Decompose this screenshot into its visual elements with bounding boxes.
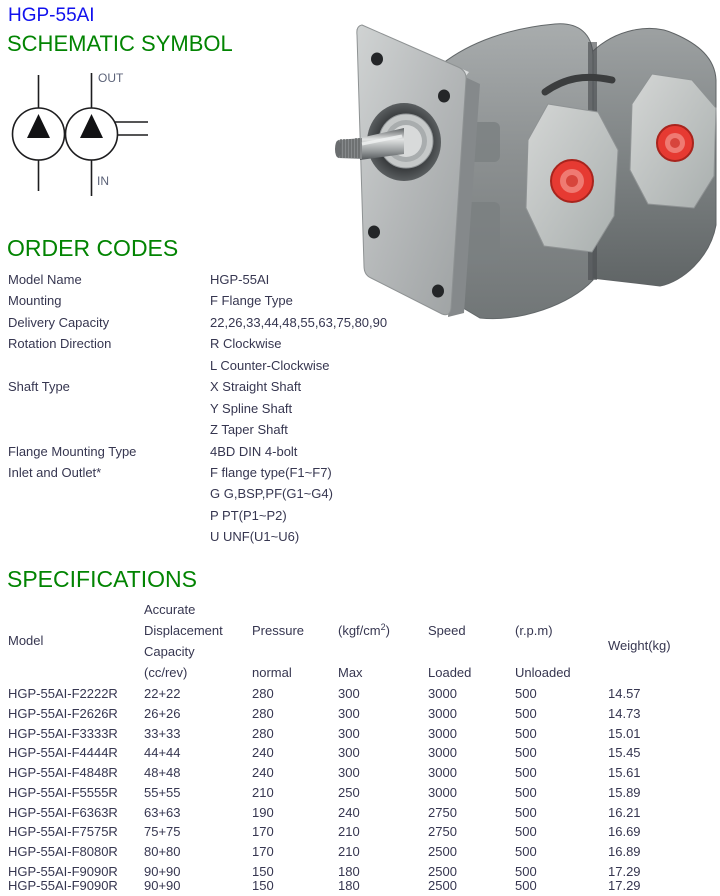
cell-speed-loaded: 3000 <box>428 784 457 800</box>
cell-speed-unloaded: 500 <box>515 686 537 701</box>
schematic-drawing <box>8 68 168 203</box>
order-value: U UNF(U1~U6) <box>210 529 300 545</box>
cell-pressure-max: 210 <box>338 844 360 860</box>
order-row <box>8 462 458 483</box>
order-label: Mounting <box>8 293 62 309</box>
cell-pressure-normal: 280 <box>252 705 274 721</box>
order-codes-heading: ORDER CODES <box>7 235 179 261</box>
col-header-speed-loaded: Loaded <box>428 665 472 680</box>
order-row <box>8 312 458 333</box>
specifications-heading: SPECIFICATIONS <box>7 566 197 592</box>
cell-pressure-normal: 210 <box>252 784 274 800</box>
order-row <box>8 419 458 440</box>
cell-speed-loaded: 3000 <box>428 745 457 761</box>
col-header-model: Model <box>8 633 44 648</box>
cell-pressure-max: 300 <box>338 745 360 761</box>
cell-weight: 17.29 <box>608 863 641 879</box>
col-header-rpm: (r.p.m) <box>515 623 553 638</box>
order-label: Shaft Type <box>8 379 70 395</box>
table-row <box>8 704 714 724</box>
bolt-hole-top-left <box>371 53 383 66</box>
order-label: Inlet and Outlet* <box>8 464 102 480</box>
order-value: F flange type(F1~F7) <box>210 464 332 480</box>
table-row <box>8 763 714 783</box>
cell-speed-loaded: 2500 <box>428 863 457 879</box>
cell-pressure-max: 300 <box>338 765 360 781</box>
cell-weight: 14.73 <box>608 705 641 721</box>
cell-pressure-normal: 170 <box>252 844 274 860</box>
cell-speed-unloaded: 500 <box>515 725 537 741</box>
cell-speed-loaded: 2500 <box>428 844 457 860</box>
order-label: Delivery Capacity <box>8 314 110 330</box>
col-header-weight: Weight(kg) <box>608 638 671 653</box>
cell-model: HGP-55AI-F9090R <box>8 863 118 879</box>
col-header-capacity-line2: Displacement <box>144 623 223 638</box>
col-header-pressure: Pressure <box>252 623 305 638</box>
cell-speed-unloaded: 500 <box>515 824 537 840</box>
cell-pressure-normal: 280 <box>252 725 274 741</box>
order-row <box>8 290 458 311</box>
thread-ridges <box>341 138 359 158</box>
pressure-unit-post: ) <box>385 623 390 638</box>
cell-weight: 15.45 <box>608 745 641 761</box>
cell-capacity: 33+33 <box>144 725 181 741</box>
cell-speed-loaded: 3000 <box>428 725 457 741</box>
order-codes-table <box>8 269 458 548</box>
in-label: IN <box>97 174 109 188</box>
col-header-capacity-unit: (cc/rev) <box>144 665 188 680</box>
cell-pressure-max: 210 <box>338 824 360 840</box>
order-value: G G,BSP,PF(G1~G4) <box>210 486 333 502</box>
order-value: Z Taper Shaft <box>210 422 288 438</box>
schematic-symbol <box>8 68 168 203</box>
cell-pressure-normal: 280 <box>252 686 274 701</box>
order-label: Flange Mounting Type <box>8 443 137 459</box>
cell-speed-unloaded: 500 <box>515 784 537 800</box>
cell-capacity: 26+26 <box>144 705 181 721</box>
col-header-pressure-unit <box>338 623 390 638</box>
cell-speed-loaded: 2500 <box>428 878 457 893</box>
order-row <box>8 333 458 354</box>
bolt-hole-bottom-left <box>368 226 380 239</box>
order-value: Y Spline Shaft <box>210 400 293 416</box>
table-row <box>8 803 714 823</box>
cell-pressure-max: 250 <box>338 784 360 800</box>
order-row <box>8 505 458 526</box>
cell-capacity: 55+55 <box>144 784 181 800</box>
cell-capacity: 80+80 <box>144 844 181 860</box>
order-label: Rotation Direction <box>8 336 112 352</box>
cell-speed-loaded: 2750 <box>428 824 457 840</box>
cell-capacity: 90+90 <box>144 863 181 879</box>
cell-pressure-normal: 150 <box>252 878 274 893</box>
cell-weight: 16.89 <box>608 844 641 860</box>
pressure-unit-sup: 2 <box>380 622 386 632</box>
cell-speed-unloaded: 500 <box>515 804 537 820</box>
table-row <box>8 724 714 744</box>
bolt-hole-top-right <box>438 90 450 103</box>
cell-model: HGP-55AI-F5555R <box>8 784 118 800</box>
col-header-pressure-normal: normal <box>252 665 292 680</box>
cell-speed-unloaded: 500 <box>515 765 537 781</box>
cell-capacity: 22+22 <box>144 686 181 701</box>
table-row <box>8 842 714 862</box>
cell-weight: 15.61 <box>608 765 641 781</box>
cell-speed-loaded: 3000 <box>428 705 457 721</box>
cell-speed-unloaded: 500 <box>515 745 537 761</box>
order-row <box>8 269 458 290</box>
col-header-rpm-unloaded: Unloaded <box>515 665 571 680</box>
schematic-heading: SCHEMATIC SYMBOL <box>7 31 233 56</box>
cell-speed-unloaded: 500 <box>515 844 537 860</box>
cell-pressure-normal: 150 <box>252 863 274 879</box>
spec-table-header <box>8 602 714 682</box>
cell-model: HGP-55AI-F8080R <box>8 844 118 860</box>
cell-pressure-max: 300 <box>338 686 360 701</box>
cell-pressure-max: 300 <box>338 705 360 721</box>
cell-capacity: 75+75 <box>144 824 181 840</box>
cell-pressure-normal: 240 <box>252 745 274 761</box>
pressure-unit-pre: (kgf/cm <box>338 623 381 638</box>
cell-model: HGP-55AI-F4848R <box>8 765 118 781</box>
order-label: Model Name <box>8 272 82 287</box>
order-row <box>8 398 458 419</box>
col-header-capacity-line1: Accurate <box>144 602 196 617</box>
order-value: X Straight Shaft <box>210 379 302 395</box>
cell-weight: 15.89 <box>608 784 641 800</box>
cell-capacity: 90+90 <box>144 878 181 893</box>
cell-pressure-max: 240 <box>338 804 360 820</box>
order-value: 4BD DIN 4-bolt <box>210 443 298 459</box>
order-value: F Flange Type <box>210 293 293 309</box>
port-plug-rear-hole <box>670 138 680 148</box>
cell-capacity: 48+48 <box>144 765 181 781</box>
order-row <box>8 355 458 376</box>
order-value: P PT(P1~P2) <box>210 507 287 523</box>
cell-model: HGP-55AI-F3333R <box>8 725 118 741</box>
order-row <box>8 441 458 462</box>
cell-pressure-max: 180 <box>338 878 360 893</box>
order-value: HGP-55AI <box>210 272 270 287</box>
col-header-pressure-max: Max <box>338 665 363 680</box>
out-label: OUT <box>98 71 124 85</box>
cell-weight: 16.21 <box>608 804 641 820</box>
cell-capacity: 63+63 <box>144 804 181 820</box>
cell-model: HGP-55AI-F6363R <box>8 804 118 820</box>
order-row <box>8 483 458 504</box>
cell-pressure-normal: 170 <box>252 824 274 840</box>
cell-model: HGP-55AI-F9090R <box>8 878 118 893</box>
order-row <box>8 376 458 397</box>
cell-speed-loaded: 3000 <box>428 686 457 701</box>
cell-model: HGP-55AI-F7575R <box>8 824 118 840</box>
cell-speed-loaded: 3000 <box>428 765 457 781</box>
cell-model: HGP-55AI-F4444R <box>8 745 118 761</box>
cell-weight: 14.57 <box>608 686 641 701</box>
cell-capacity: 44+44 <box>144 745 181 761</box>
page-title: HGP-55AI <box>8 5 95 26</box>
order-row <box>8 526 458 547</box>
order-value: L Counter-Clockwise <box>210 357 330 373</box>
cell-pressure-normal: 240 <box>252 765 274 781</box>
table-row <box>8 822 714 842</box>
table-row <box>8 684 714 704</box>
cell-speed-loaded: 2750 <box>428 804 457 820</box>
cell-weight: 17.29 <box>608 878 641 893</box>
cell-pressure-normal: 190 <box>252 804 274 820</box>
cell-model: HGP-55AI-F2222R <box>8 686 118 701</box>
cell-speed-unloaded: 500 <box>515 705 537 721</box>
order-value: 22,26,33,44,48,55,63,75,80,90 <box>210 314 388 330</box>
cell-pressure-max: 180 <box>338 863 360 879</box>
col-header-speed: Speed <box>428 623 466 638</box>
cell-weight: 15.01 <box>608 725 641 741</box>
cell-speed-unloaded: 500 <box>515 863 537 879</box>
cell-pressure-max: 300 <box>338 725 360 741</box>
table-row <box>8 743 714 763</box>
cell-model: HGP-55AI-F2626R <box>8 705 118 721</box>
col-header-capacity-line3: Capacity <box>144 644 195 659</box>
spec-table-body <box>8 684 714 882</box>
order-value: R Clockwise <box>210 336 282 352</box>
cell-speed-unloaded: 500 <box>515 878 537 893</box>
cell-weight: 16.69 <box>608 824 641 840</box>
table-row <box>8 783 714 803</box>
shaft-tip <box>335 141 341 158</box>
port-plug-front-hole <box>566 175 578 187</box>
